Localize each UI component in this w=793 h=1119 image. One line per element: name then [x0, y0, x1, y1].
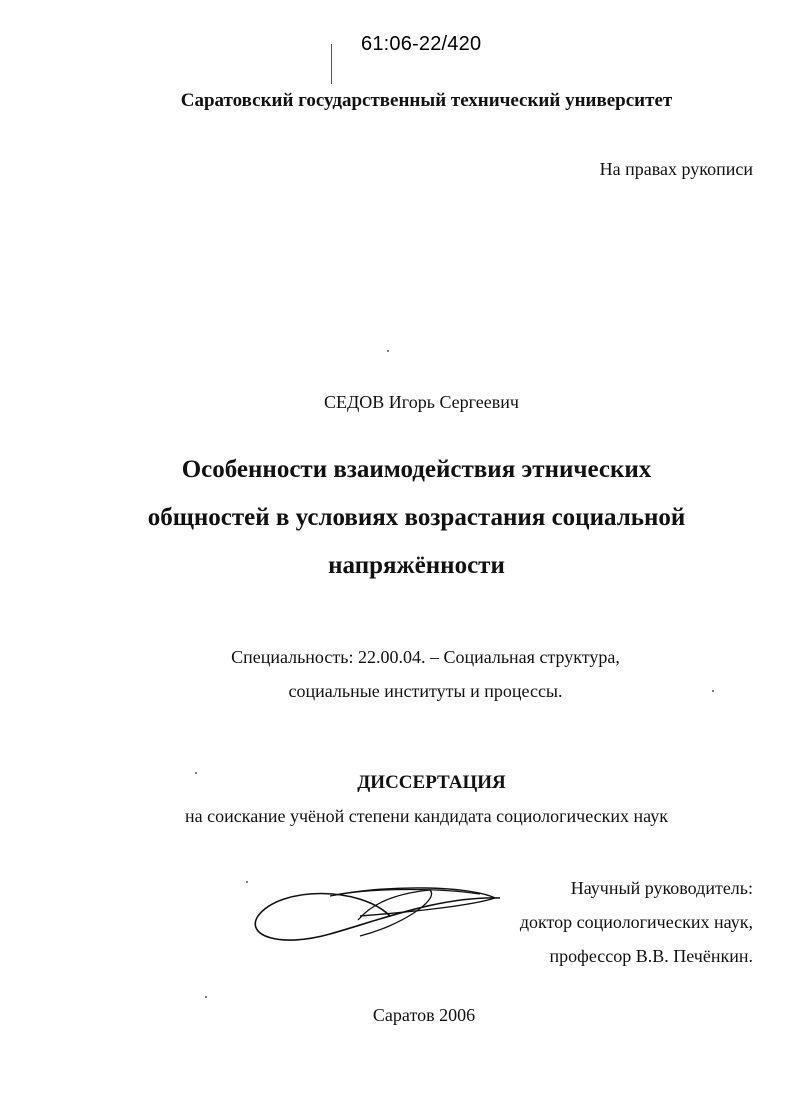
- signature-image: [240, 876, 510, 956]
- specialty-line: Специальность: 22.00.04. – Социальная структура,: [231, 647, 620, 667]
- scan-speck: [246, 881, 248, 883]
- dissertation-subtitle: на соискание учёной степени кандидата социологических наук: [185, 806, 668, 826]
- scan-speck: [387, 350, 389, 352]
- specialty: [0, 640, 793, 708]
- supervisor-line: Научный руководитель:: [570, 878, 753, 898]
- supervisor-line: доктор социологических наук,: [519, 912, 753, 932]
- university-name: Саратовский государственный технический университет: [180, 90, 673, 111]
- title-line: общностей в условиях возрастания социальной: [147, 504, 686, 531]
- dissertation-heading: ДИССЕРТАЦИЯ: [357, 772, 506, 793]
- supervisor-block: [520, 871, 753, 973]
- city-year: Саратов 2006: [372, 1005, 476, 1025]
- thesis-title: [0, 446, 793, 590]
- title-line: напряжённости: [328, 552, 505, 579]
- archive-stamp: 61:06-22/420: [361, 33, 482, 55]
- author-name: СЕДОВ Игорь Сергеевич: [324, 392, 519, 412]
- title-line: Особенности взаимодействия этнических: [181, 456, 652, 483]
- scan-speck: [205, 996, 207, 998]
- specialty-line: социальные институты и процессы.: [288, 681, 563, 701]
- margin-line: [331, 44, 332, 84]
- scan-speck: [712, 690, 714, 692]
- supervisor-line: профессор В.В. Печёнкин.: [549, 946, 753, 966]
- rights-note: На правах рукописи: [599, 159, 753, 179]
